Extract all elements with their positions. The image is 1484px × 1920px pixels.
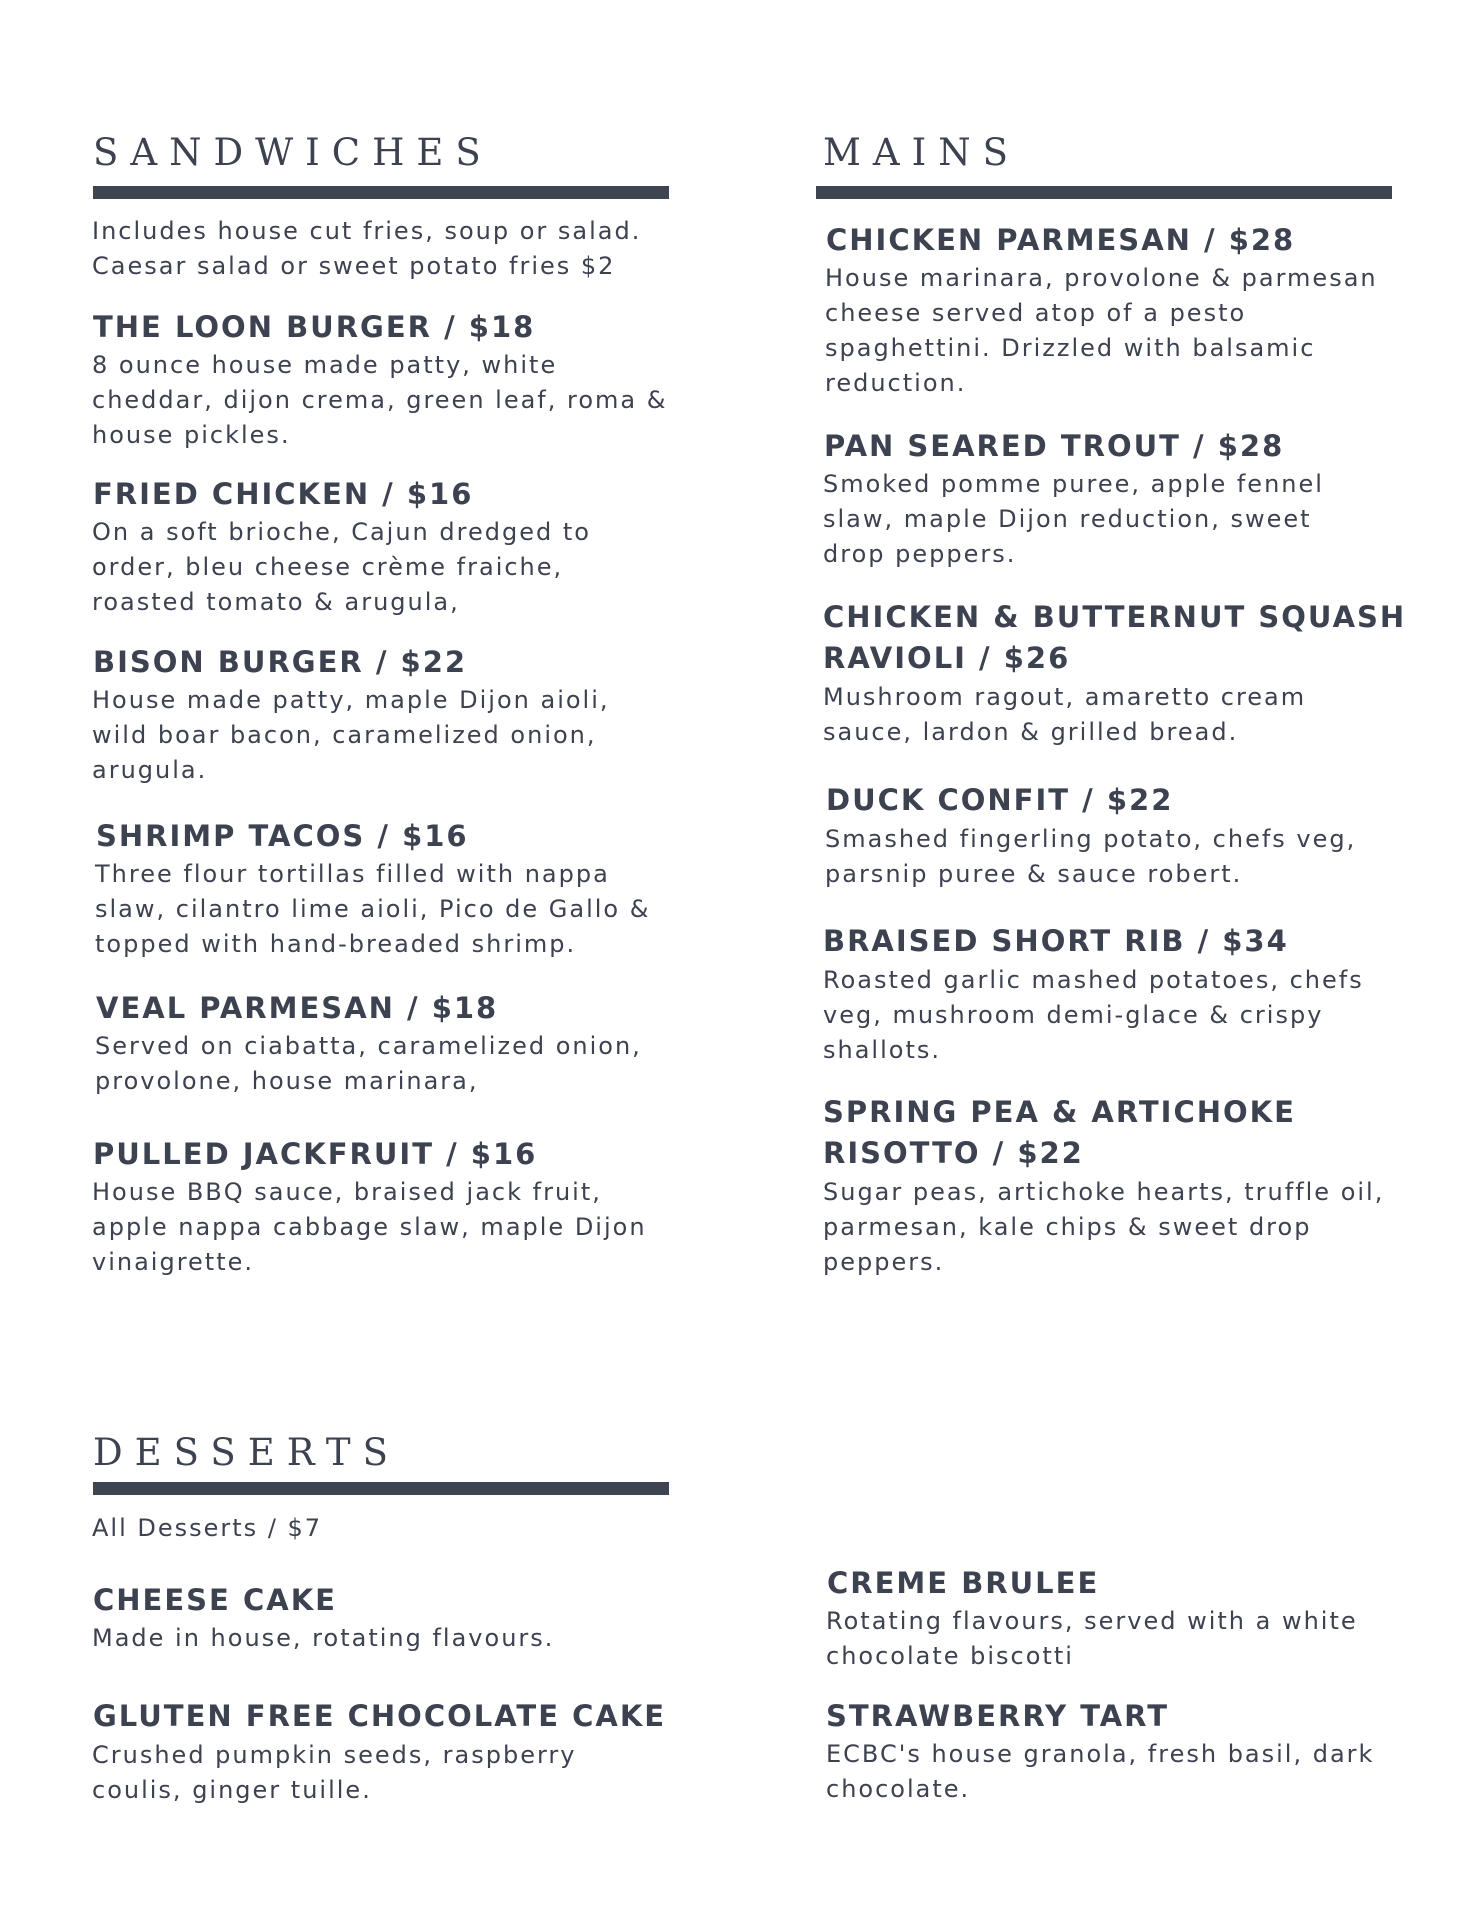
- mains-heading: MAINS: [823, 131, 1020, 174]
- item-description: 8 ounce house made patty, white cheddar, dijon crema, green leaf, roma & house pickles.: [92, 351, 668, 449]
- item-title: CREME BRULEE: [827, 1566, 1100, 1600]
- desserts-heading: DESSERTS: [93, 1431, 400, 1474]
- item-title: THE LOON BURGER / $18: [93, 310, 536, 344]
- item-description: House BBQ sauce, braised jack fruit, apple nappa cabbage slaw, maple Dijon vinaigrette.: [92, 1178, 647, 1276]
- item-description: Three flour tortillas filled with nappa slaw, cilantro lime aioli, Pico de Gallo & topped with hand-breaded shrimp.: [95, 860, 651, 958]
- item-description: Rotating flavours, served with a white chocolate biscotti: [826, 1607, 1358, 1670]
- item-title: GLUTEN FREE CHOCOLATE CAKE: [93, 1699, 667, 1733]
- item-description: On a soft brioche, Cajun dredged to order, bleu cheese crème fraiche, roasted tomato & arugula,: [92, 518, 591, 616]
- item-title: BISON BURGER / $22: [93, 645, 468, 679]
- item-title: STRAWBERRY TART: [826, 1699, 1169, 1733]
- item-description: ECBC's house granola, fresh basil, dark chocolate.: [826, 1740, 1375, 1803]
- mains-rule: [816, 186, 1392, 199]
- item-title: CHICKEN PARMESAN / $28: [826, 223, 1296, 257]
- item-description: Roasted garlic mashed potatoes, chefs veg, mushroom demi-glace & crispy shallots.: [823, 966, 1364, 1064]
- sandwiches-note: Includes house cut fries, soup or salad. Caesar salad or sweet potato fries $2: [92, 217, 642, 280]
- sandwiches-heading: SANDWICHES: [93, 131, 493, 174]
- item-description: House marinara, provolone & parmesan cheese served atop of a pesto spaghettini. Drizzled with balsamic reduction.: [825, 264, 1378, 397]
- item-title: DUCK CONFIT / $22: [826, 783, 1174, 817]
- item-description: Smashed fingerling potato, chefs veg, parsnip puree & sauce robert.: [825, 825, 1357, 888]
- item-title: PAN SEARED TROUT / $28: [824, 429, 1285, 463]
- item-description: House made patty, maple Dijon aioli, wild boar bacon, caramelized onion, arugula.: [92, 686, 610, 784]
- desserts-note: All Desserts / $7: [92, 1514, 323, 1542]
- desserts-rule: [93, 1482, 669, 1495]
- item-title: CHICKEN & BUTTERNUT SQUASH RAVIOLI / $26: [823, 600, 1407, 675]
- item-description: Made in house, rotating flavours.: [92, 1624, 555, 1652]
- item-title: FRIED CHICKEN / $16: [93, 477, 474, 511]
- item-description: Mushroom ragout, amaretto cream sauce, lardon & grilled bread.: [823, 683, 1307, 746]
- item-title: CHEESE CAKE: [93, 1583, 337, 1617]
- item-description: Crushed pumpkin seeds, raspberry coulis, ginger tuille.: [92, 1741, 577, 1804]
- item-title: BRAISED SHORT RIB / $34: [823, 924, 1289, 958]
- item-title: SHRIMP TACOS / $16: [96, 819, 469, 853]
- item-title: PULLED JACKFRUIT / $16: [93, 1137, 538, 1171]
- item-title: VEAL PARMESAN / $18: [96, 991, 499, 1025]
- item-description: Smoked pomme puree, apple fennel slaw, maple Dijon reduction, sweet drop peppers.: [823, 470, 1324, 568]
- item-description: Served on ciabatta, caramelized onion, provolone, house marinara,: [95, 1032, 642, 1095]
- item-description: Sugar peas, artichoke hearts, truffle oil, parmesan, kale chips & sweet drop peppers.: [823, 1178, 1385, 1276]
- item-title: SPRING PEA & ARTICHOKE RISOTTO / $22: [823, 1095, 1296, 1170]
- sandwiches-rule: [93, 186, 669, 199]
